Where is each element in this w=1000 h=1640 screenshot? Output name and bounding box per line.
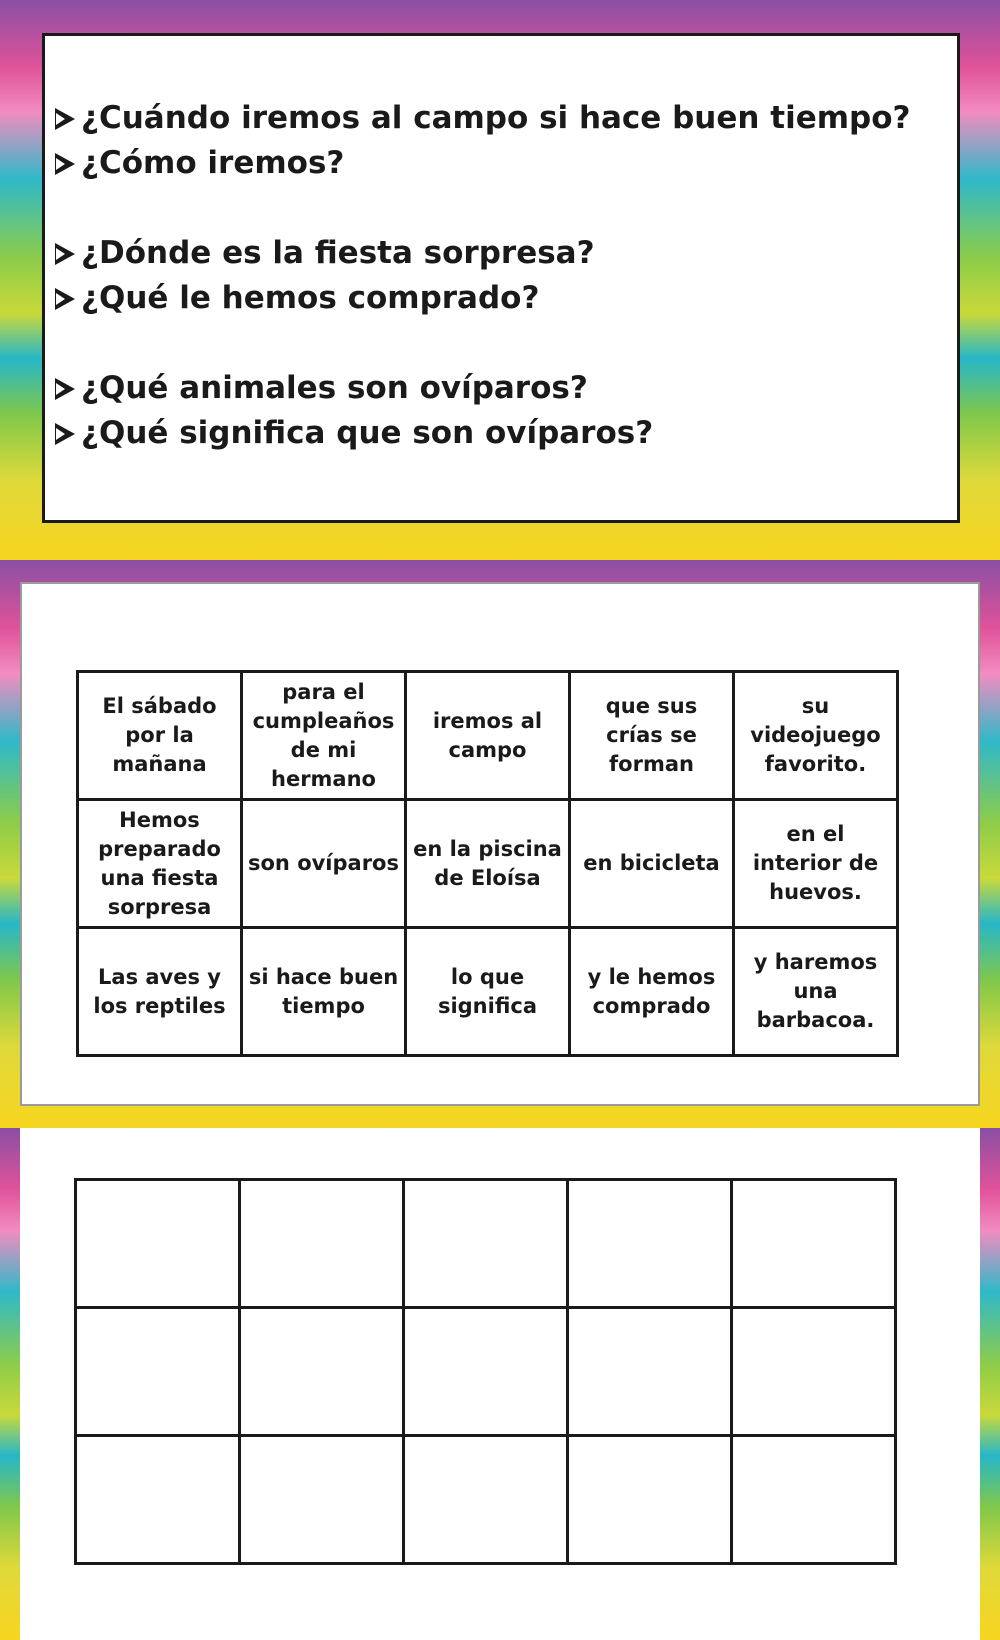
question-item (55, 276, 911, 321)
phrase-card[interactable]: y le hemos comprado (570, 928, 734, 1056)
question-item (55, 231, 911, 276)
grid-row (78, 928, 898, 1056)
phrase-card[interactable]: en bicicleta (570, 800, 734, 928)
question-item (55, 411, 911, 456)
phrase-card[interactable]: y haremos una barbacoa. (734, 928, 898, 1056)
answer-slot[interactable] (568, 1308, 732, 1436)
question-text: ¿Qué animales son ovíparos? (81, 370, 588, 406)
answer-grid (74, 1178, 897, 1565)
grid-row (78, 800, 898, 928)
answer-slot[interactable] (76, 1180, 240, 1308)
questions-card (42, 33, 960, 523)
answer-card (20, 1128, 980, 1640)
arrow-right-icon (55, 378, 75, 400)
phrase-grid (76, 670, 899, 1057)
question-item (55, 96, 911, 141)
grid-row (78, 672, 898, 800)
answer-slot[interactable] (240, 1436, 404, 1564)
phrase-card[interactable]: en el interior de huevos. (734, 800, 898, 928)
question-item (55, 366, 911, 411)
question-text: ¿Cuándo iremos al campo si hace buen tiempo? (81, 100, 911, 136)
answer-slot[interactable] (404, 1180, 568, 1308)
phrase-card[interactable]: son ovíparos (242, 800, 406, 928)
answer-slot[interactable] (732, 1436, 896, 1564)
phrase-card[interactable]: lo que significa (406, 928, 570, 1056)
phrase-card[interactable]: iremos al campo (406, 672, 570, 800)
grid-row (76, 1308, 896, 1436)
phrase-card[interactable]: en la piscina de Eloísa (406, 800, 570, 928)
phrase-cards-card (20, 582, 980, 1106)
arrow-right-icon (55, 288, 75, 310)
phrase-card[interactable]: su videojuego favorito. (734, 672, 898, 800)
answer-slot[interactable] (404, 1308, 568, 1436)
grid-row (76, 1436, 896, 1564)
grid-row (76, 1180, 896, 1308)
question-text: ¿Qué significa que son ovíparos? (81, 415, 654, 451)
answer-slot[interactable] (568, 1180, 732, 1308)
arrow-right-icon (55, 243, 75, 265)
answer-slot[interactable] (732, 1180, 896, 1308)
answer-slot[interactable] (240, 1308, 404, 1436)
arrow-right-icon (55, 423, 75, 445)
phrase-card[interactable]: para el cumpleaños de mi hermano (242, 672, 406, 800)
answer-slot[interactable] (404, 1436, 568, 1564)
arrow-right-icon (55, 153, 75, 175)
phrase-card[interactable]: Las aves y los reptiles (78, 928, 242, 1056)
answer-slot[interactable] (76, 1308, 240, 1436)
phrase-card[interactable]: que sus crías se forman (570, 672, 734, 800)
answer-slot[interactable] (732, 1308, 896, 1436)
answer-slide (0, 1128, 1000, 1640)
question-list (55, 96, 911, 456)
arrow-right-icon (55, 108, 75, 130)
answer-slot[interactable] (76, 1436, 240, 1564)
questions-slide (0, 0, 1000, 560)
phrase-card[interactable]: Hemos preparado una fiesta sorpresa (78, 800, 242, 928)
answer-slot[interactable] (568, 1436, 732, 1564)
phrase-card[interactable]: El sábado por la mañana (78, 672, 242, 800)
question-text: ¿Cómo iremos? (81, 145, 345, 181)
question-text: ¿Qué le hemos comprado? (81, 280, 540, 316)
answer-slot[interactable] (240, 1180, 404, 1308)
question-text: ¿Dónde es la fiesta sorpresa? (81, 235, 595, 271)
phrase-card[interactable]: si hace buen tiempo (242, 928, 406, 1056)
question-item (55, 141, 911, 186)
phrase-cards-slide (0, 560, 1000, 1128)
